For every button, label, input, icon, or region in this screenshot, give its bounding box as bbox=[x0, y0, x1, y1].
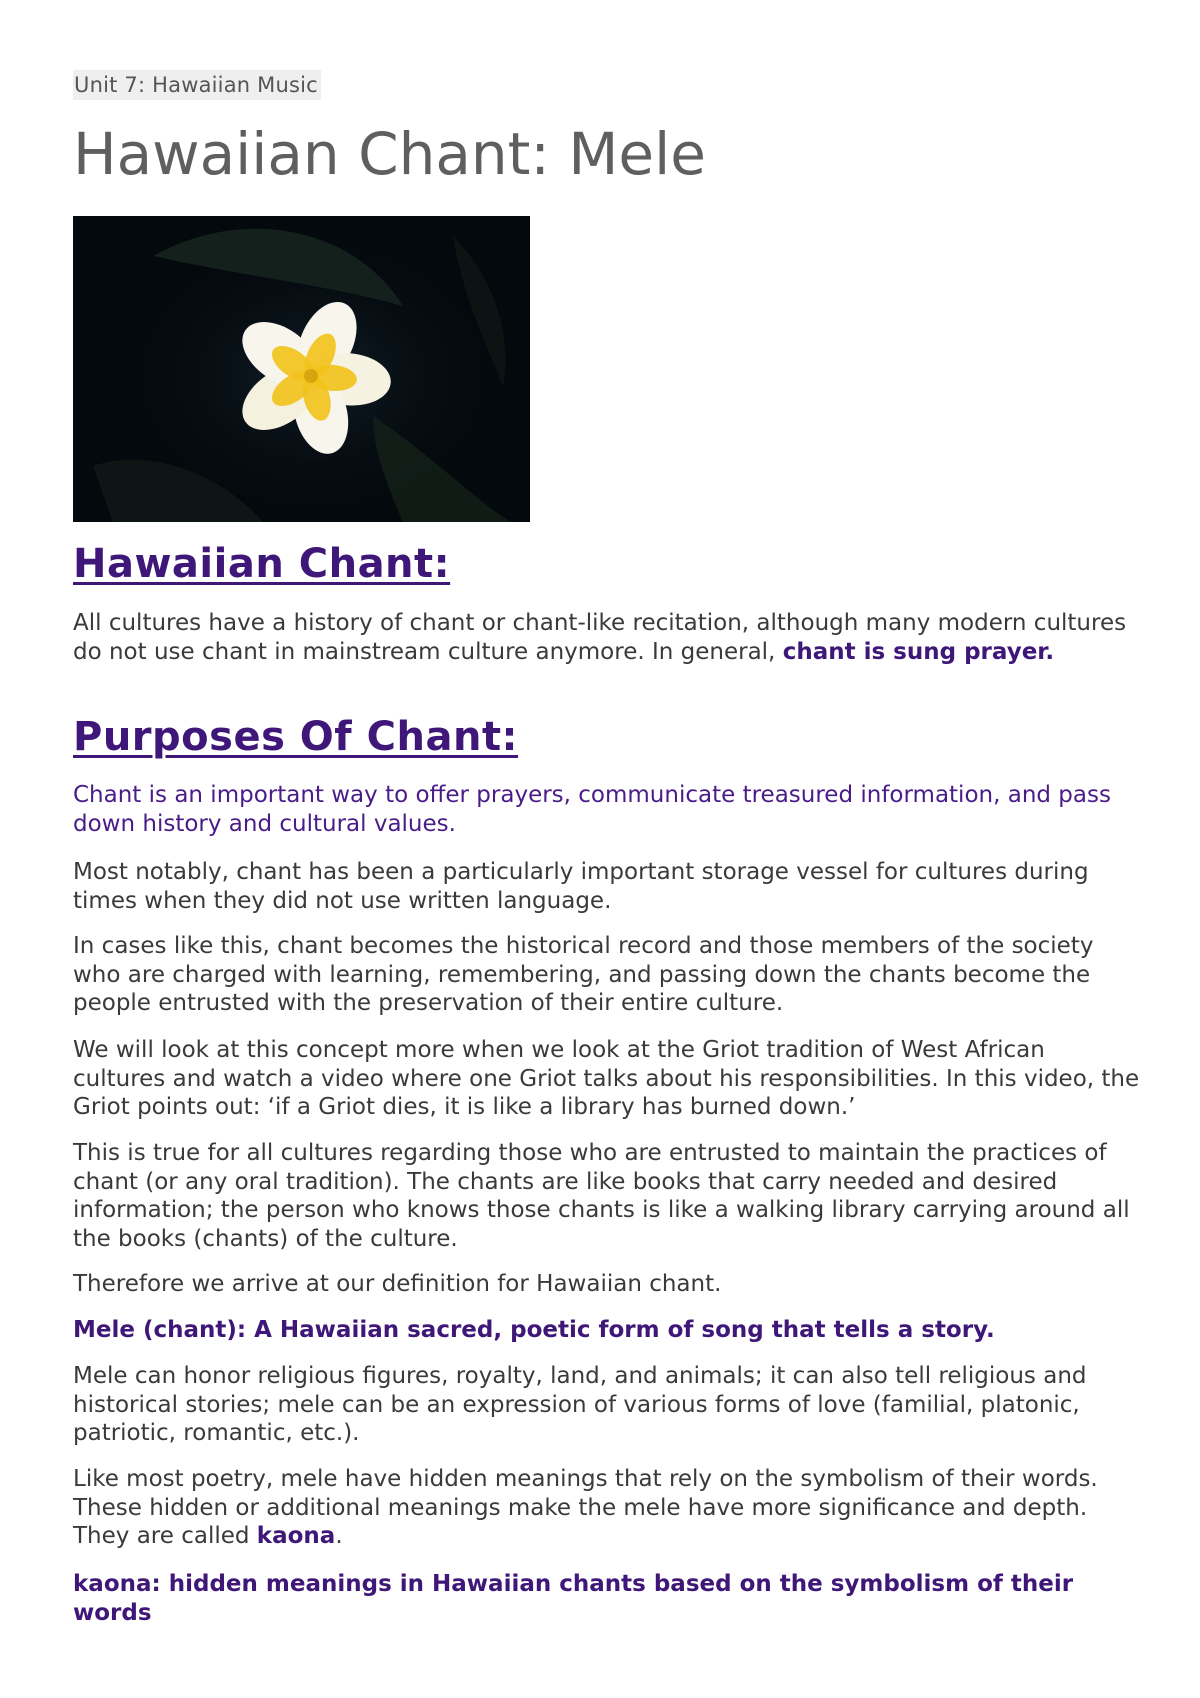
paragraph-chant-intro bbox=[73, 609, 1143, 666]
definition-kaona: kaona: hidden meanings in Hawaiian chants based on the symbolism of their words bbox=[73, 1571, 1074, 1626]
paragraph-definition-lead: Therefore we arrive at our definition for Hawaiian chant. bbox=[73, 1271, 722, 1297]
hidden-meanings-end: . bbox=[335, 1523, 343, 1549]
definition-mele: Mele (chant): A Hawaiian sacred, poetic form of song that tells a story. bbox=[73, 1317, 995, 1343]
plumeria-flower-icon bbox=[73, 216, 530, 522]
kaona-term: kaona bbox=[256, 1523, 336, 1549]
paragraph-purpose-summary: Chant is an important way to offer prayers, communicate treasured information, and pass down history and cultural values. bbox=[73, 782, 1111, 837]
paragraph-hidden-meanings bbox=[73, 1465, 1143, 1551]
section-heading-purposes: Purposes Of Chant: bbox=[73, 714, 519, 760]
paragraph-griot: We will look at this concept more when we look at the Griot tradition of West African cultures and watch a video where one Griot talks about his responsibilities. In this video, the Griot points out: ‘if a Griot dies, it is like a library has burned down.’ bbox=[73, 1037, 1140, 1120]
section-heading-hawaiian-chant: Hawaiian Chant: bbox=[73, 541, 451, 587]
hero-image bbox=[73, 216, 530, 522]
hidden-meanings-text: Like most poetry, mele have hidden meanings that rely on the symbolism of their words. These hidden or additional meanings make the mele have more significance and depth. They are called bbox=[73, 1466, 1098, 1549]
unit-label: Unit 7: Hawaiian Music bbox=[73, 70, 321, 100]
chant-intro-text: All cultures have a history of chant or chant-like recitation, although many modern cultures do not use chant in mainstream culture anymore. In general, bbox=[73, 610, 1127, 665]
chant-intro-emphasis: chant is sung prayer. bbox=[782, 638, 1055, 665]
paragraph-storage-vessel: Most notably, chant has been a particularly important storage vessel for cultures during times when they did not use written language. bbox=[73, 859, 1089, 914]
page-title: Hawaiian Chant: Mele bbox=[73, 120, 706, 188]
paragraph-mele-honors: Mele can honor religious figures, royalty, land, and animals; it can also tell religious and historical stories; mele can be an expression of various forms of love (familial, platonic, patriotic, romantic, etc.). bbox=[73, 1363, 1087, 1446]
paragraph-historical-record: In cases like this, chant becomes the historical record and those members of the society who are charged with learning, remembering, and passing down the chants become the people entrusted with the preservation of their entire culture. bbox=[73, 933, 1094, 1016]
paragraph-walking-library: This is true for all cultures regarding those who are entrusted to maintain the practices of chant (or any oral tradition). The chants are like books that carry needed and desired information; the person who knows those chants is like a walking library carrying around all the books (chants) of the culture. bbox=[73, 1140, 1130, 1252]
